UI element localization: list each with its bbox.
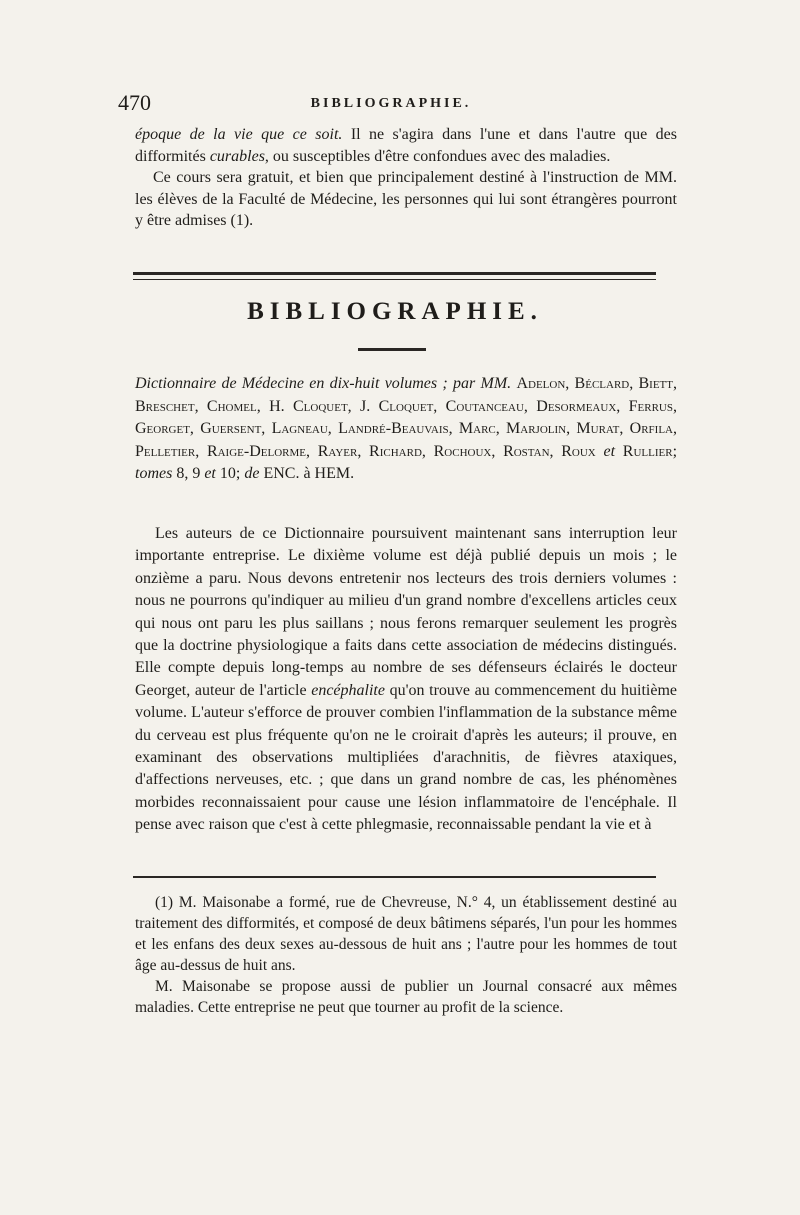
entry-tomes-values: 8, 9 (176, 465, 201, 482)
title-underline (358, 348, 426, 351)
intro-italic: époque de la vie que ce soit. (135, 126, 343, 143)
review-text-b: qu'on trouve au commencement du huitième volume. L'auteur s'efforce de prouver combien l'inflammation de la substance même du cerveau est plus fréquente qu'on ne le croirait d'après les auteurs; il prouve, en examinant des observations multipliées d'arachnitis, de fièvres ataxiques, d'affections nerveuses, etc. ; que dans un grand nombre de cas, les phénomènes morbides reconnaissaient pour cause une lésion inflammatoire de l'encéphale. Il pense avec raison que c'est à cette phlegmasie, reconnaissable pendant la vie et à (135, 681, 677, 834)
running-header (118, 90, 664, 120)
bibliography-entry: Dictionnaire de Médecine en dix-huit volumes ; par MM. Adelon, Béclard, Biett, Breschet, Chomel, H. Cloquet, J. Cloquet, Coutanceau, Desormeaux, Ferrus, Georget, Guersent, Lagneau, Landré-Beauvais, Marc, Marjolin, Murat, Orfila, Pelletier, Raige-Delorme, Rayer, Richard, Rochoux, Rostan, Roux et Rullier; tomes 8, 9 et 10; de ENC. à HEM. (135, 375, 678, 482)
section-divider-thin (133, 279, 656, 280)
intro-paragraph-1 (135, 124, 677, 167)
footnote-2: M. Maisonabe se propose aussi de publier un Journal consacré aux mêmes maladies. Cette entreprise ne peut que tourner au profit de la science. (135, 978, 677, 1016)
review-italic-term: encéphalite (311, 681, 385, 699)
entry-et: et (603, 442, 616, 460)
review-body (135, 523, 677, 837)
footnotes (135, 892, 677, 1018)
entry-authors: Adelon, Béclard, Biett, Breschet, Chomel, H. Cloquet, J. Cloquet, Coutanceau, Desormeaux, Ferrus, Georget, Guersent, Lagneau, Landré-Beauvais, Marc, Marjolin, Murat, Orfila, Pelletier, Raige-Delorme, Rayer, Richard, Rochoux, Rostan, Roux (135, 375, 677, 460)
intro-text (135, 124, 677, 232)
intro-text-b: , ou susceptibles d'être confondues avec des maladies. (264, 147, 611, 165)
entry-last-author: Rullier (622, 442, 673, 460)
intro-italic-curables: curables (209, 147, 265, 165)
entry-tomes-label: tomes (135, 465, 173, 482)
intro-paragraph-2: Ce cours sera gratuit, et bien que principalement destiné à l'instruction de MM. les élèves de la Faculté de Médecine, les personnes qui lui sont étrangères pourront y être admises (1). (135, 169, 677, 229)
footnote-1: (1) M. Maisonabe a formé, rue de Chevreuse, N.° 4, un établissement destiné au traitement des difformités, et composé de deux bâtimens séparés, l'un pour les hommes et les enfans des deux sexes au-dessous de huit ans ; l'autre pour les hommes de tout âge au-dessus de huit ans. (135, 894, 677, 974)
section-title: BIBLIOGRAPHIE. (247, 298, 543, 325)
review-text-a: Les auteurs de ce Dictionnaire poursuivent maintenant sans interruption leur importante entreprise. Le dixième volume est déjà publié depuis un mois ; le onzième a paru. Nous devons entretenir nos lecteurs des trois derniers volumes : nous ne pourrons qu'indiquer au milieu d'un grand nombre d'excellens articles ceux qui nous ont paru les plus saillans ; nous ferons remarquer seulement les progrès que la doctrine physiologique a faits dans cette association de médecins distingués. Elle compte depuis long-temps au nombre de ses défenseurs éclairés le docteur Georget, auteur de l'article (135, 525, 677, 699)
intro-text-a: Il ne s'agira dans l'une et dans l'autre que des difformités (135, 126, 677, 165)
running-title: BIBLIOGRAPHIE. (310, 96, 472, 111)
entry-title: Dictionnaire de Médecine en dix-huit volumes ; par MM. (135, 375, 512, 392)
page-number: 470 (118, 90, 151, 115)
entry-publisher: ENC. à HEM. (263, 465, 355, 482)
entry-de: de (244, 465, 260, 482)
entry-tomes-et: et (204, 465, 216, 482)
review-paragraph (135, 523, 677, 837)
entry-tomes-last: 10; (219, 465, 241, 482)
section-divider-thick (133, 272, 656, 275)
footnote-divider (133, 876, 656, 878)
